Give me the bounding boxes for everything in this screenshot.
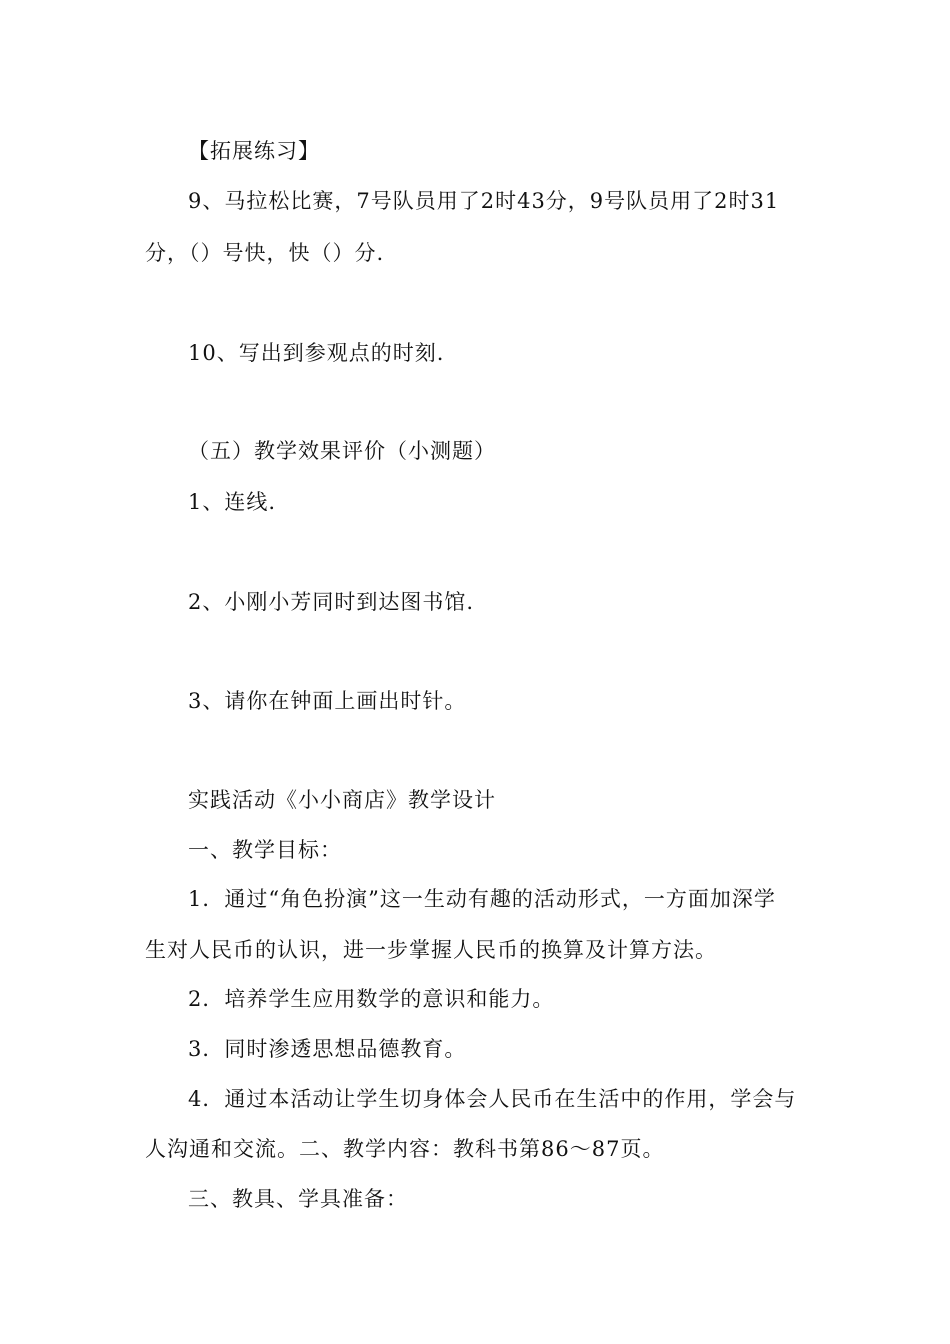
section-heading-evaluation: （五）教学效果评价（小测题）	[188, 439, 496, 463]
objective-1-line-1: 1．通过“角色扮演”这一生动有趣的活动形式，一方面加深学	[188, 887, 776, 911]
question-9-line-1: 9、马拉松比赛，7号队员用了2时43分，9号队员用了2时31	[188, 189, 780, 213]
objective-4-line-2: 人沟通和交流。二、教学内容：教科书第86～87页。	[145, 1137, 665, 1161]
objective-1-line-2: 生对人民币的认识，进一步掌握人民币的换算及计算方法。	[145, 938, 717, 962]
document-title: 实践活动《小小商店》教学设计	[188, 788, 496, 812]
objective-4-line-1: 4．通过本活动让学生切身体会人民币在生活中的作用，学会与	[188, 1087, 797, 1111]
quiz-item-3: 3、请你在钟面上画出时针。	[188, 689, 467, 713]
objective-2: 2．培养学生应用数学的意识和能力。	[188, 987, 555, 1011]
section-heading-extension-exercise: 【拓展练习】	[188, 139, 320, 163]
section-heading-objectives: 一、教学目标：	[188, 838, 342, 862]
question-9-line-2: 分，（）号快，快（）分.	[145, 241, 385, 265]
quiz-item-2: 2、小刚小芳同时到达图书馆.	[188, 590, 475, 614]
quiz-item-1: 1、连线.	[188, 490, 277, 514]
objective-3: 3．同时渗透思想品德教育。	[188, 1037, 467, 1061]
question-10: 10、写出到参观点的时刻.	[188, 341, 445, 365]
section-heading-materials: 三、教具、学具准备：	[188, 1187, 408, 1211]
